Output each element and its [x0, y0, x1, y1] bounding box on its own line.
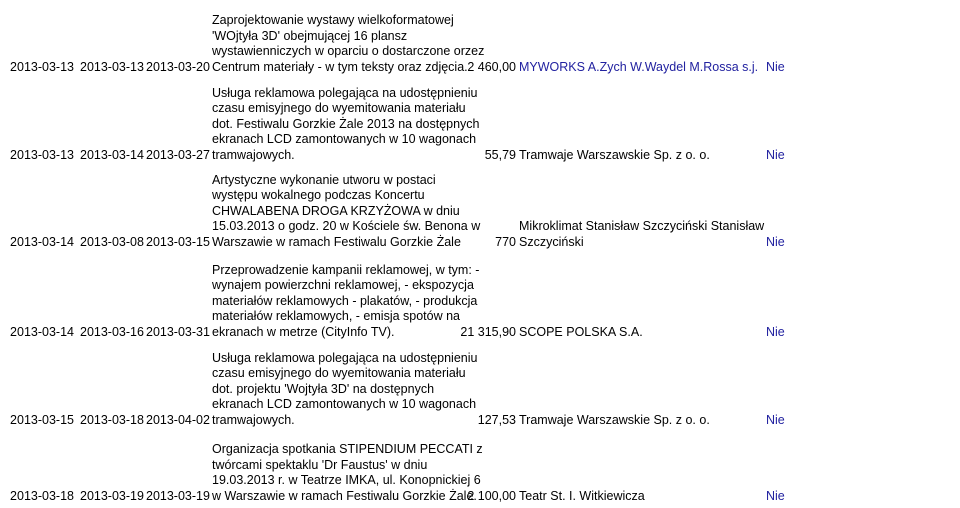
table-row — [0, 263, 960, 341]
description-line: ekranach LCD zamontowanych w 10 wagonach — [212, 397, 477, 411]
amount: 127,53 — [477, 412, 516, 427]
contractor-line: Teatr St. I. Witkiewicza — [519, 488, 645, 503]
description-line: czasu emisyjnego do wyemitowania materiału — [212, 101, 466, 115]
description — [212, 172, 481, 251]
table-row — [0, 442, 960, 504]
amount: 55,79 — [484, 147, 516, 162]
date-completion: 2013-03-31 — [146, 324, 210, 339]
description-line: wystawienniczych w oparciu o dostarczone orzez — [212, 44, 485, 58]
status-flag: Nie — [766, 59, 785, 74]
description-line: 15.03.2013 o godz. 20 w Kościele św. Benona w — [212, 219, 481, 233]
description-line: czasu emisyjnego do wyemitowania materiału — [212, 366, 466, 380]
date-completion: 2013-03-15 — [146, 234, 210, 249]
status-flag: Nie — [766, 234, 785, 249]
date-contract: 2013-03-14 — [80, 147, 144, 162]
date-completion: 2013-03-27 — [146, 147, 210, 162]
description-line: w Warszawie w ramach Festiwalu Gorzkie Żale. — [212, 488, 477, 503]
description — [212, 85, 480, 164]
contractor — [519, 60, 769, 76]
date-completion: 2013-03-19 — [146, 488, 210, 503]
date-registered: 2013-03-13 — [10, 147, 74, 162]
contractor — [519, 325, 769, 341]
date-registered: 2013-03-18 — [10, 488, 74, 503]
date-contract: 2013-03-16 — [80, 324, 144, 339]
contractor-line: Tramwaje Warszawskie Sp. z o. o. — [519, 147, 710, 162]
amount: 2 460,00 — [467, 59, 516, 74]
description — [212, 13, 485, 75]
description-line: Przeprowadzenie kampanii reklamowej, w tym: - — [212, 262, 480, 277]
date-completion: 2013-04-02 — [146, 412, 210, 427]
description-line: 19.03.2013 r. w Teatrze IMKA, ul. Konopnickiej 6 — [212, 473, 481, 487]
description-line: Usługa reklamowa polegająca na udostępnieniu — [212, 85, 478, 100]
contractor-line: MYWORKS A.Zych W.Waydel M.Rossa s.j. — [519, 59, 759, 74]
contractor — [519, 413, 769, 429]
table-row — [0, 86, 960, 164]
description — [212, 350, 478, 429]
description-line: tramwajowych. — [212, 412, 295, 427]
table-row — [0, 13, 960, 75]
description-line: występu wokalnego podczas Koncertu — [212, 188, 425, 202]
amount: 770 — [495, 234, 516, 249]
description-line: materiałów reklamowych, - emisja spotów na — [212, 309, 461, 323]
status-flag: Nie — [766, 412, 785, 427]
description-line: Zaprojektowanie wystawy wielkoformatowej — [212, 13, 454, 27]
description-line: ekranach LCD zamontowanych w 10 wagonach — [212, 132, 477, 146]
description-line: tramwajowych. — [212, 147, 295, 162]
date-contract: 2013-03-18 — [80, 412, 144, 427]
status-flag: Nie — [766, 324, 785, 339]
status-flag: Nie — [766, 488, 785, 503]
description — [212, 262, 480, 341]
description-line: Artystyczne wykonanie utworu w postaci — [212, 172, 436, 187]
description-line: Usługa reklamowa polegająca na udostępnieniu — [212, 350, 478, 365]
contractor-line: Mikroklimat Stanisław Szczyciński Stanisław — [519, 219, 765, 233]
date-contract: 2013-03-08 — [80, 234, 144, 249]
date-completion: 2013-03-20 — [146, 59, 210, 74]
status-flag: Nie — [766, 147, 785, 162]
contractor-line: Tramwaje Warszawskie Sp. z o. o. — [519, 412, 710, 427]
date-registered: 2013-03-14 — [10, 234, 74, 249]
contractor-line: SCOPE POLSKA S.A. — [519, 324, 643, 339]
description-line: Warszawie w ramach Festiwalu Gorzkie Żale — [212, 234, 461, 249]
description-line: 'WOjtyła 3D' obejmującej 16 plansz — [212, 28, 408, 43]
contractor — [519, 148, 769, 164]
description-line: Organizacja spotkania STIPENDIUM PECCATI z — [212, 442, 483, 456]
description-line: dot. Festiwalu Gorzkie Żale 2013 na dostępnych — [212, 116, 480, 131]
date-contract: 2013-03-13 — [80, 59, 144, 74]
description-line: wynajem powierzchni reklamowej, - ekspozycja — [212, 278, 474, 292]
contractor — [519, 489, 769, 505]
amount: 2 100,00 — [467, 488, 516, 503]
date-registered: 2013-03-13 — [10, 59, 74, 74]
description-line: materiałów reklamowych - plakatów, - produkcja — [212, 293, 478, 308]
description-line: CHWALABENA DROGA KRZYŻOWA w dniu — [212, 203, 460, 218]
contractor-line: Szczyciński — [519, 234, 584, 249]
table-row — [0, 173, 960, 251]
description — [212, 442, 483, 504]
table-row — [0, 351, 960, 429]
date-registered: 2013-03-14 — [10, 324, 74, 339]
contractor — [519, 219, 769, 250]
date-registered: 2013-03-15 — [10, 412, 74, 427]
amount: 21 315,90 — [460, 324, 516, 339]
description-line: Centrum materiały - w tym teksty oraz zdjęcia. — [212, 59, 468, 74]
description-line: twórcami spektaklu 'Dr Faustus' w dniu — [212, 457, 428, 472]
date-contract: 2013-03-19 — [80, 488, 144, 503]
description-line: ekranach w metrze (CityInfo TV). — [212, 324, 395, 339]
description-line: dot. projektu 'Wojtyła 3D' na dostępnych — [212, 381, 435, 396]
